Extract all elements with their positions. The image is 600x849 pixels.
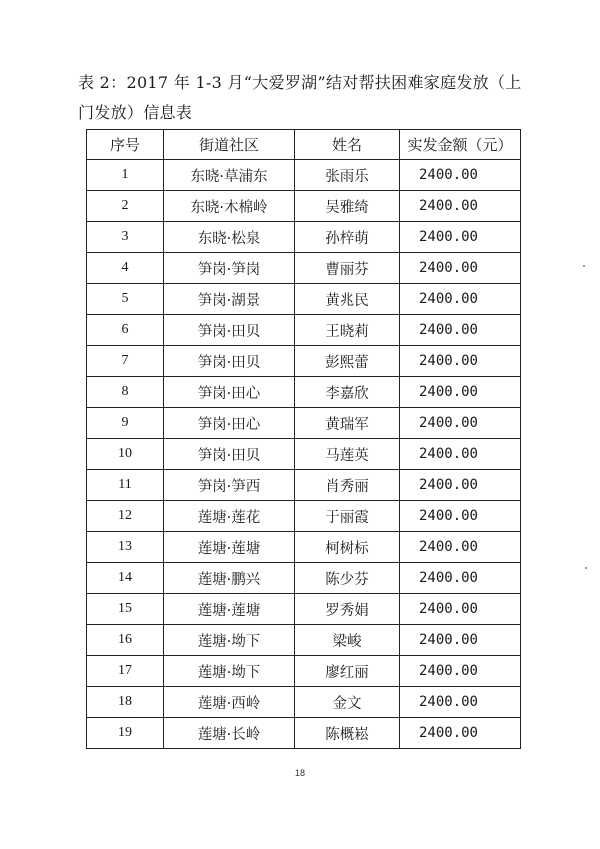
cell-street-community: 莲塘·西岭	[164, 687, 295, 718]
cell-amount: 2400.00	[400, 718, 521, 749]
cell-serial-number: 16	[87, 625, 164, 656]
table-row	[87, 687, 521, 718]
cell-name: 王晓莉	[295, 315, 400, 346]
cell-amount: 2400.00	[400, 687, 521, 718]
table-row	[87, 470, 521, 501]
cell-amount: 2400.00	[400, 191, 521, 222]
cell-street-community: 笋岗·田贝	[164, 346, 295, 377]
cell-amount: 2400.00	[400, 315, 521, 346]
table-header-row	[87, 130, 521, 160]
cell-serial-number: 8	[87, 377, 164, 408]
table-row	[87, 718, 521, 749]
cell-street-community: 笋岗·田心	[164, 377, 295, 408]
cell-street-community: 莲塘·长岭	[164, 718, 295, 749]
cell-name: 肖秀丽	[295, 470, 400, 501]
cell-street-community: 莲塘·莲塘	[164, 532, 295, 563]
cell-serial-number: 11	[87, 470, 164, 501]
cell-serial-number: 3	[87, 222, 164, 253]
cell-serial-number: 6	[87, 315, 164, 346]
table-row	[87, 501, 521, 532]
cell-serial-number: 14	[87, 563, 164, 594]
cell-amount: 2400.00	[400, 563, 521, 594]
scan-speck	[583, 265, 585, 267]
cell-name: 罗秀娟	[295, 594, 400, 625]
cell-amount: 2400.00	[400, 222, 521, 253]
cell-name: 廖红丽	[295, 656, 400, 687]
cell-name: 张雨乐	[295, 160, 400, 191]
table-row	[87, 408, 521, 439]
cell-serial-number: 5	[87, 284, 164, 315]
table-title: 表 2：2017 年 1-3 月“大爱罗湖”结对帮扶困难家庭发放（上门发放）信息表	[78, 73, 522, 122]
cell-name: 李嘉欣	[295, 377, 400, 408]
table-row	[87, 439, 521, 470]
table-row	[87, 160, 521, 191]
scan-speck	[585, 567, 587, 569]
table-row	[87, 222, 521, 253]
table-row	[87, 346, 521, 377]
cell-name: 孙梓萌	[295, 222, 400, 253]
table-row	[87, 563, 521, 594]
cell-name: 黄兆民	[295, 284, 400, 315]
page-number: 18	[294, 768, 305, 778]
cell-street-community: 笋岗·田心	[164, 408, 295, 439]
header-name: 姓名	[295, 130, 400, 160]
table-row	[87, 253, 521, 284]
table-row	[87, 191, 521, 222]
cell-street-community: 莲塘·莲塘	[164, 594, 295, 625]
cell-amount: 2400.00	[400, 408, 521, 439]
cell-street-community: 东晓·木棉岭	[164, 191, 295, 222]
cell-serial-number: 1	[87, 160, 164, 191]
header-amount: 实发金额（元）	[400, 130, 521, 160]
cell-amount: 2400.00	[400, 625, 521, 656]
cell-amount: 2400.00	[400, 439, 521, 470]
table-row	[87, 656, 521, 687]
cell-serial-number: 2	[87, 191, 164, 222]
table-row	[87, 594, 521, 625]
header-street-community: 街道社区	[164, 130, 295, 160]
cell-name: 金文	[295, 687, 400, 718]
cell-amount: 2400.00	[400, 501, 521, 532]
allowance-table	[86, 129, 521, 749]
cell-street-community: 莲塘·坳下	[164, 656, 295, 687]
cell-name: 吴雅绮	[295, 191, 400, 222]
cell-street-community: 笋岗·湖景	[164, 284, 295, 315]
header-serial-number: 序号	[87, 130, 164, 160]
cell-amount: 2400.00	[400, 346, 521, 377]
cell-serial-number: 17	[87, 656, 164, 687]
cell-name: 马莲英	[295, 439, 400, 470]
cell-serial-number: 15	[87, 594, 164, 625]
cell-amount: 2400.00	[400, 253, 521, 284]
cell-amount: 2400.00	[400, 656, 521, 687]
cell-street-community: 东晓·松泉	[164, 222, 295, 253]
cell-street-community: 笋岗·田贝	[164, 315, 295, 346]
table-row	[87, 315, 521, 346]
cell-street-community: 笋岗·笋岗	[164, 253, 295, 284]
cell-amount: 2400.00	[400, 594, 521, 625]
cell-name: 黄瑞军	[295, 408, 400, 439]
cell-street-community: 笋岗·田贝	[164, 439, 295, 470]
cell-serial-number: 10	[87, 439, 164, 470]
cell-name: 彭熙蕾	[295, 346, 400, 377]
cell-street-community: 莲塘·坳下	[164, 625, 295, 656]
cell-name: 陈概崧	[295, 718, 400, 749]
cell-amount: 2400.00	[400, 284, 521, 315]
table-row	[87, 625, 521, 656]
cell-serial-number: 9	[87, 408, 164, 439]
table-body	[87, 160, 521, 749]
cell-amount: 2400.00	[400, 160, 521, 191]
cell-name: 柯树标	[295, 532, 400, 563]
cell-serial-number: 18	[87, 687, 164, 718]
cell-serial-number: 19	[87, 718, 164, 749]
table-row	[87, 532, 521, 563]
cell-amount: 2400.00	[400, 377, 521, 408]
cell-street-community: 东晓·草浦东	[164, 160, 295, 191]
cell-street-community: 莲塘·莲花	[164, 501, 295, 532]
cell-serial-number: 7	[87, 346, 164, 377]
cell-name: 陈少芬	[295, 563, 400, 594]
cell-serial-number: 12	[87, 501, 164, 532]
cell-street-community: 笋岗·笋西	[164, 470, 295, 501]
cell-street-community: 莲塘·鹏兴	[164, 563, 295, 594]
cell-serial-number: 4	[87, 253, 164, 284]
cell-amount: 2400.00	[400, 532, 521, 563]
table-row	[87, 377, 521, 408]
cell-name: 曹丽芬	[295, 253, 400, 284]
cell-serial-number: 13	[87, 532, 164, 563]
cell-amount: 2400.00	[400, 470, 521, 501]
table-row	[87, 284, 521, 315]
cell-name: 梁峻	[295, 625, 400, 656]
cell-name: 于丽霞	[295, 501, 400, 532]
